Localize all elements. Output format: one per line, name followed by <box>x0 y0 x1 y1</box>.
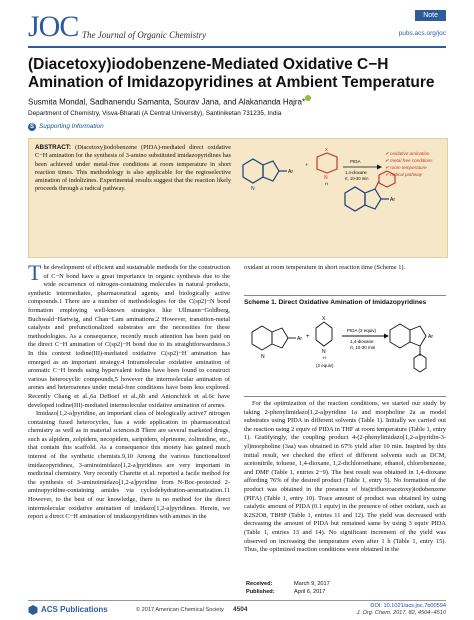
body-column-right-top <box>244 264 446 273</box>
scheme-reagent: PIDA (2 equiv) <box>347 328 377 333</box>
journal-logo: JOC <box>28 10 79 43</box>
toc-ar-label: Ar <box>288 169 293 175</box>
legend-room-temp: room temperature <box>390 165 427 170</box>
svg-text:N: N <box>324 175 328 181</box>
journal-header <box>28 8 446 58</box>
journal-url-link[interactable]: pubs.acs.org/joc <box>398 30 446 37</box>
abstract-label: ABSTRACT: <box>35 144 72 151</box>
published-label: Published: <box>246 588 275 595</box>
scheme-ar-left: Ar <box>297 336 302 342</box>
citation: J. Org. Chem. 2017, 82, 4504−4510 <box>356 610 446 616</box>
scheme-conditions: rt, 10-30 min <box>350 345 376 350</box>
svg-text:+: + <box>305 163 309 169</box>
scheme-intro-text: oxidant at room temperature in short reaction time (Scheme 1). <box>244 264 406 271</box>
abstract-text <box>35 144 231 194</box>
footer-divider <box>28 600 446 601</box>
body-column-left <box>28 260 230 522</box>
orcid-icon[interactable] <box>305 95 311 101</box>
scheme-h-label: H <box>323 355 326 360</box>
received-date: March 9, 2017 <box>294 581 330 587</box>
copyright: © 2017 American Chemical Society <box>136 607 224 613</box>
doi-link[interactable]: DOI: 10.1021/acs.joc.7b00594 <box>370 603 446 609</box>
scheme-title: Scheme 1. Direct Oxidative Amination of Imidazopyridines <box>244 299 427 306</box>
toc-graphic <box>235 145 441 217</box>
scheme-equiv: (2 equiv) <box>316 363 334 368</box>
scheme-n-label: N <box>322 349 326 355</box>
legend-radical: radical pathway <box>390 172 423 177</box>
drop-cap: T <box>28 260 42 285</box>
svg-text:Ar: Ar <box>428 334 433 340</box>
toc-x-label: X <box>325 147 329 152</box>
svg-text:✔ oxidative amination: ✔ oxidative amination <box>385 151 430 156</box>
svg-text:Ar: Ar <box>390 197 395 203</box>
article-type-badge: Note <box>415 10 446 21</box>
article-dates <box>246 581 330 596</box>
svg-text:✔ radical pathway: ✔ radical pathway <box>385 172 423 177</box>
journal-name: The Journal of Organic Chemistry <box>82 30 207 40</box>
page-footer <box>28 604 446 618</box>
published-date: April 6, 2017 <box>294 588 326 595</box>
acs-hexagon-icon <box>28 605 38 615</box>
svg-text:N: N <box>261 354 265 360</box>
page-number: 4504 <box>233 606 248 613</box>
abstract-body: (Diacetoxy)iodobenzene (PIDA)-mediated direct oxidative C−H amination for the synthesis of 3-amino substituted imidazopyridines has been achieved under metal-free conditions at room temperature in short reaction times. This methodology is also applicable for the regioselective amination of indolizines. Experimental results suggest that the reaction likely proceeds through a radical pathway. <box>35 144 231 193</box>
svg-text:✔ room temperature: ✔ room temperature <box>385 165 427 170</box>
toc-conditions: rt, 10-30 min <box>345 176 369 181</box>
svg-text:H: H <box>325 181 328 186</box>
scheme-x-label: X <box>322 316 326 322</box>
legend-metal-free: metal free conditions <box>390 158 433 163</box>
intro-paragraph-text: he development of efficient and sustainable methods for the construction of C−N bond have a great importance in organic synthesis due to the wide occurrence of nitrogen-containing molecules in natural products, synthetic intermediates, pharmaceutical agents, and biologically active compounds.1 There are a number of methodologies for the C(sp2)−N bond formation employing well-known strategies like Ullmann−Goldberg, Buchwald−Hartwig, and Chan−Lam aminations.2 However, transition-metal catalysts and prefunctionalized substrates are the necessities for these methodologies. As a consequence, recently much attention has been paid on the direct C−H amination of C(sp2)−H bond due to its straightforwardness.3 In this context iodine(III)-mediated oxidative C(sp2)−H amination has emerged as an important strategy.4 Intramolecular oxidative amination of aromatic C−H bonds using hypervalent iodine have been found to construct various heterocyclic compounds,5 however the intermolecular amination of arenes and heteroarenes under metal-free conditions have been less explored. Recently Chang et al.,6a DeBoef et al.,6b and Antonchick et al.6c have developed iodine(III)-mediated intermolecular oxidative amination of arenes. <box>28 264 230 409</box>
supporting-info-link[interactable] <box>28 123 104 131</box>
affiliation-text: Department of Chemistry, Visva-Bharati (A Central University), Santiniketan 731235, India <box>28 110 282 117</box>
header-divider <box>28 46 446 48</box>
supporting-info-label: Supporting Information <box>39 123 104 130</box>
intro-paragraph <box>28 260 230 410</box>
legend-oxidative: oxidative amination <box>390 151 430 156</box>
article-title: (Diacetoxy)iodobenzene-Mediated Oxidative C−H Amination of Imidazopyridines at Ambient Temperature <box>28 56 435 91</box>
doi-block <box>357 603 446 617</box>
scheme-graphic <box>244 310 446 394</box>
svg-text:✔ metal free conditions: ✔ metal free conditions <box>385 158 433 163</box>
publisher-name: ACS Publications <box>41 605 108 615</box>
optimization-paragraph: For the optimization of the reaction conditions, we started our study by taking 2-phenylimidazo[1,2-a]pyridine 1a and morpholine 2a as model substrates using PIDA in different solvents (Table 1). Initially we carried out the reaction using 2 equiv of PIDA in THF at room temperature (Table 1, entry 1). Gratifyingly, the coupling product 4-(2-phenylimidazo[1,2-a]pyridin-3-yl)morpholine (3aa) was obtained in 67% yield after 10 min. Inspired by this initial result, we checked the effect of different solvents such as DCM, acetonitrile, toluene, 1,4-dioxane, 1,2-dichloroethane, ethanol, chlorobenzene, and DMF (Table 1, entries 2−9). The best result was obtained in 1,4-dioxane affording 76% of the desired product (Table 1, entry 5). No formation of the product was obtained in the presence of bis(trifluoroacetoxy)iodobenzene (PIFA) (Table 1, entry 10). Trace amount of product was obtained by using catalytic amount of PIDA (0.1 equiv) in the presence of other oxidant, such as K2S2O8, TBHP (Table 1, entries 11 and 12). The yield was decreased with decreasing the amount of PIDA but remained same by using 3 equiv PIDA (Table 1, entries 13 and 14). No significant increment of the yield was observed on increasing the temperature even after 1 h (Table 1, entry 15). Thus, the optimized reaction conditions were obtained in the <box>244 400 446 554</box>
svg-text:N: N <box>251 186 255 192</box>
imidazopyridine-paragraph: Imidazo[1,2-a]pyridine, an important class of biologically active7 nitrogen containing fused heterocycles, has a wide application in pharmaceutical chemistry as well as in material sciences.8 There are several marketed drugs, such as alpidem, zolpidem, necopidem, saripidem, olprinone, zolimidine, etc., that contain this scaffold. As a consequence this moiety has gained much interest of the synthetic chemists.9,10 Among the various functionalized imidazopyridines, 3-aminoimidazo[1,2-a]pyridines are very important in medicinal chemistry. Very recently Charette et al. reported a facile method for the synthesis of 3-aminoimidazo[1,2-a]pyridine from N-Boc-protected 2-aminopyridine-containing amides via cyclodehydration-aromatization.11 However, to the best of our knowledge, there is no method for the direct intermolecular oxidative amination of imidazo[1,2-a]pyridines. Herein, we report a direct C−H amination of imidazopyridines with amines in the <box>28 410 230 521</box>
abstract-box <box>28 138 448 258</box>
acs-publications-logo[interactable] <box>28 605 108 615</box>
toc-solvent: 1,4-dioxane <box>345 170 367 175</box>
author-list <box>28 95 446 107</box>
author-names: Susmita Mondal, Sadhanendu Samanta, Sourav Jana, and Alakananda Hajra* <box>28 97 306 107</box>
scheme-solvent: 1,4-dioxane <box>350 339 374 344</box>
received-label: Received: <box>246 581 273 587</box>
toc-reagent: PIDA <box>350 159 361 164</box>
scheme-1 <box>244 295 446 397</box>
svg-text:+: + <box>306 334 310 340</box>
supporting-info-icon: S <box>29 124 34 130</box>
affiliation <box>28 110 446 117</box>
body-column-right <box>244 400 446 555</box>
